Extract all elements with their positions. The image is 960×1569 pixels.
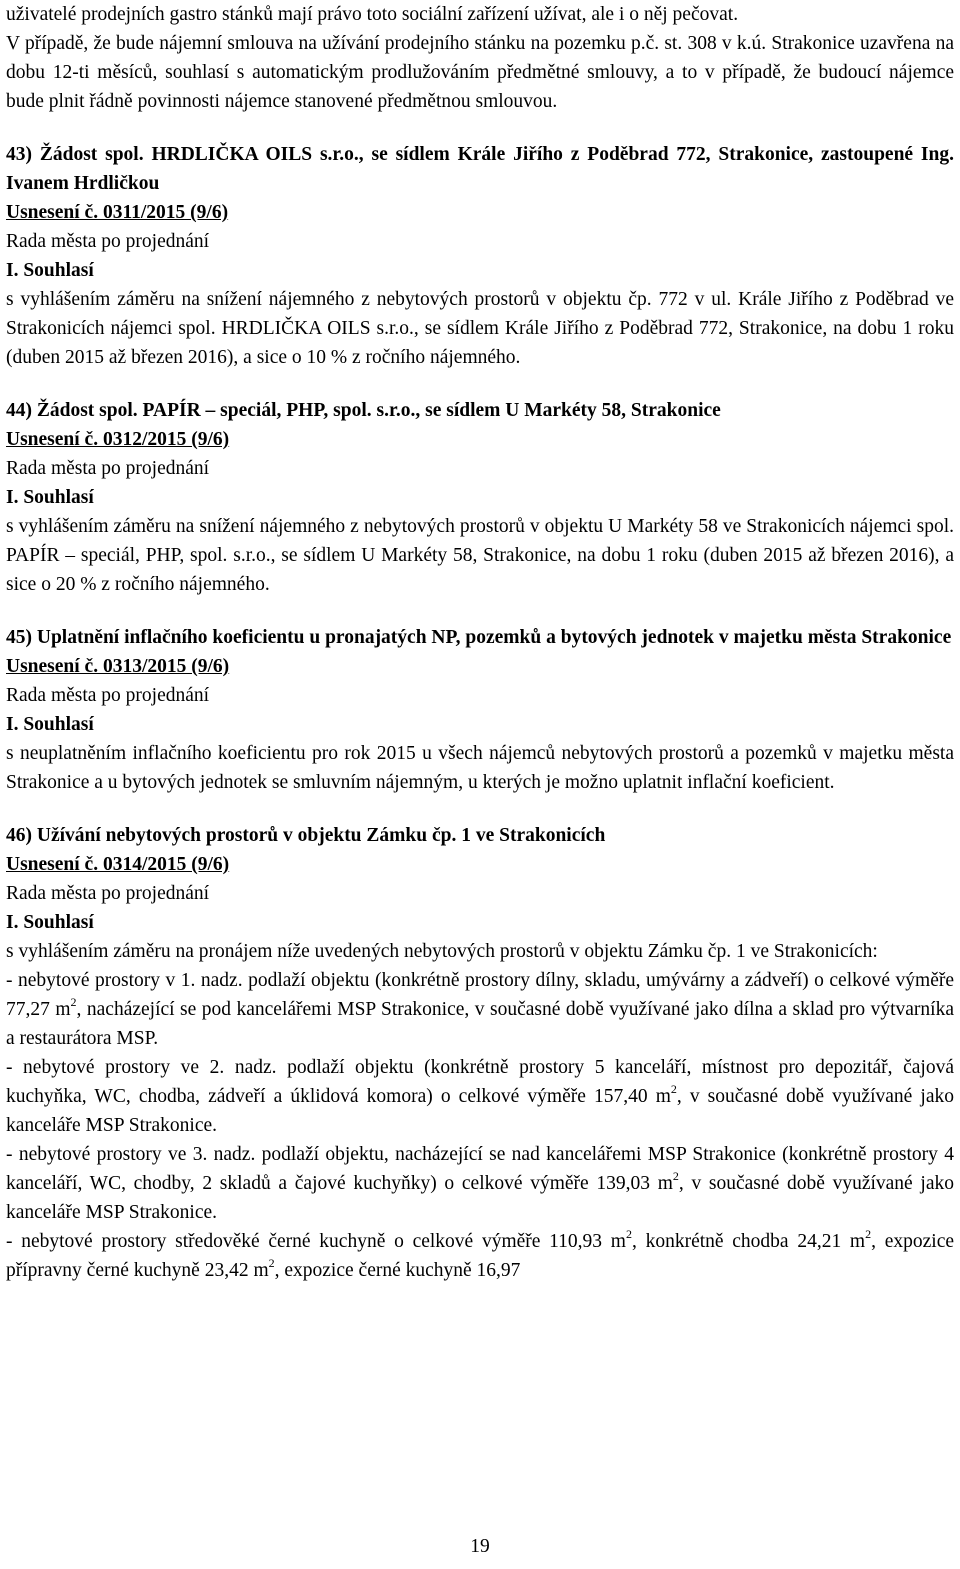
section-43-resolution: Usnesení č. 0311/2015 (9/6) [6,202,229,223]
list-item: - nebytové prostory ve 2. nadz. podlaží objektu (konkrétně prostory 5 kanceláří, místnost pro depozitář, čajová kuchyňka, WC, chodba, zádveří a úklidová komora) o celkové výměře 157,40 $m^2$, v současné době využívané jako kanceláře MSP Strakonice. [6,1057,954,1136]
list-item: - nebytové prostory ve 3. nadz. podlaží objektu, nacházející se nad kancelářemi MSP Strakonice (konkrétně prostory 4 kanceláří, WC, chodby, 2 skladů a čajové kuchyňky) o celkové výměře 139,03 $m^2$, v současné době využívané jako kanceláře MSP Strakonice. [6,1144,954,1223]
section-43-body: s vyhlášením záměru na snížení nájemného z nebytových prostorů v objektu čp. 772 v ul. Krále Jiřího z Poděbrad ve Strakonicích nájemci spol. HRDLIČKA OILS s.r.o., se sídlem Krále Jiřího z Poděbrad 772, Strakonice, na dobu 1 roku (duben 2015 až březen 2016), a sice o 10 % z ročního nájemného. [6,289,954,368]
section-44-heading: 44) Žádost spol. PAPÍR – speciál, PHP, spol. s.r.o., se sídlem U Markéty 58, Strakonice [6,400,721,421]
section-46-body: s vyhlášením záměru na pronájem níže uvedených nebytových prostorů v objektu Zámku čp. 1 ve Strakonicích: [6,941,878,962]
section-44-council: Rada města po projednání [6,458,210,479]
section-46-heading: 46) Užívání nebytových prostorů v objektu Zámku čp. 1 ve Strakonicích [6,825,606,846]
section-45-resolution: Usnesení č. 0313/2015 (9/6) [6,656,230,677]
section-46-decision: I. Souhlasí [6,912,94,933]
section-45-heading: 45) Uplatnění inflačního koeficientu u pronajatých NP, pozemků a bytových jednotek v majetku města Strakonice [6,627,952,648]
section-46-council: Rada města po projednání [6,883,210,904]
intro-paragraph-1: uživatelé prodejních gastro stánků mají právo toto sociální zařízení užívat, ale i o něj pečovat. [6,4,739,25]
section-45-body: s neuplatněním inflačního koeficientu pro rok 2015 u všech nájemců nebytových prostorů a pozemků v majetku města Strakonice a u bytových jednotek se smluvním nájemným, u kterých je možno uplatnit inflační koeficient. [6,743,954,793]
section-43-council: Rada města po projednání [6,231,210,252]
page-number: 19 [470,1536,490,1557]
section-43-decision: I. Souhlasí [6,260,94,281]
intro-paragraph-2: V případě, že bude nájemní smlouva na užívání prodejního stánku na pozemku p.č. st. 308 v k.ú. Strakonice uzavřena na dobu 12-ti měsíců, souhlasí s automatickým prodlužováním předmětné smlouvy, a to v případě, že budoucí nájemce bude plnit řádně povinnosti nájemce stanovené předmětnou smlouvou. [6,33,954,112]
section-44-body: s vyhlášením záměru na snížení nájemného z nebytových prostorů v objektu U Markéty 58 ve Strakonicích nájemci spol. PAPÍR – speciál, PHP, spol. s.r.o., se sídlem U Markéty 58, Strakonice, na dobu 1 roku (duben 2015 až březen 2016), a sice o 20 % z ročního nájemného. [6,516,954,595]
document-page [6,0,954,1285]
section-44-resolution: Usnesení č. 0312/2015 (9/6) [6,429,230,450]
section-46-resolution: Usnesení č. 0314/2015 (9/6) [6,854,230,875]
section-45-council: Rada města po projednání [6,685,210,706]
section-45-decision: I. Souhlasí [6,714,94,735]
section-44-decision: I. Souhlasí [6,487,94,508]
section-43-heading: 43) Žádost spol. HRDLIČKA OILS s.r.o., se sídlem Krále Jiřího z Poděbrad 772, Strakonice, zastoupené Ing. Ivanem Hrdličkou [6,144,954,194]
list-item: - nebytové prostory středověké černé kuchyně o celkové výměře 110,93 $m^2$, konkrétně chodba 24,21 $m^2$, expozice přípravny černé kuchyně 23,42 $m^2$, expozice černé kuchyně 16,97 [6,1226,955,1281]
list-item: - nebytové prostory v 1. nadz. podlaží objektu (konkrétně prostory dílny, skladu, umývárny a zádveří) o celkové výměře 77,27 $m^2$, nacházející se pod kancelářemi MSP Strakonice, v současné době využívané jako dílna a sklad pro výtvarníka a restaurátora MSP. [6,970,954,1049]
